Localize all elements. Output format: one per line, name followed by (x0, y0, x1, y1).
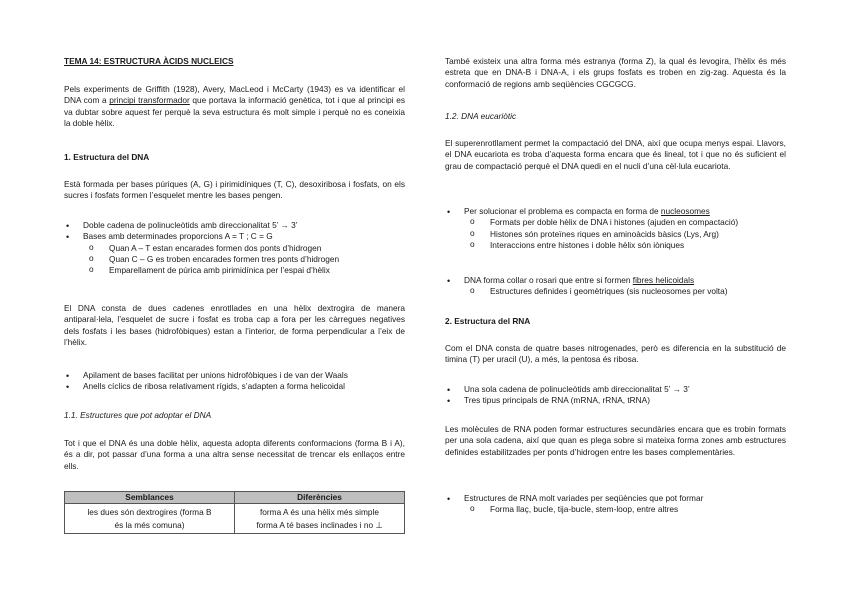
list-item (445, 206, 786, 251)
sub-list-item: o Quan A – T estan encarades formen dos ponts d’hidrogen (87, 243, 405, 254)
sub-list-item: o Forma llaç, bucle, tija-bucle, stem-loop, entre altres (468, 504, 786, 515)
z-form-paragraph: També existeix una altra forma més estranya (forma Z), la qual és levogira, l’hèlix és més estreta que en DNA-B i DNA-A, i els grups fosfats es troben en zig-zag. Aquesta és la conformació de regions amb seqüències CGCGCG. (445, 56, 786, 89)
sub-list-item: o Histones són proteïnes riques en aminoàcids bàsics (Lys, Arg) (468, 229, 786, 240)
subsection-heading-eukaryotic: 1.2. DNA eucariòtic (445, 111, 517, 121)
section-heading-dna: 1. Estructura del DNA (64, 152, 150, 162)
sub-list-item: o Formats per doble hèlix de DNA i histones (ajuden en compactació) (468, 217, 786, 228)
dna-bullet-list (64, 220, 405, 277)
list-item: • Anells cíclics de ribosa relativament rígids, s’adapten a forma helicoidal (64, 381, 405, 392)
list-item-text: Estructures de RNA molt variades per seqüències que pot formar (464, 493, 704, 503)
document-title: TEMA 14: ESTRUCTURA ÀCIDS NUCLEICS (64, 56, 234, 66)
rna-secondary-paragraph: Les molècules de RNA poden formar estructures secundàries encara que es trobin formats per una sola cadena, així que quan es plega sobre si mateixa forma zones amb estructures definides estabilitzades per ponts d’hidrogen entre les bases complementàries. (445, 424, 786, 457)
rna-structure-paragraph: Com el DNA consta de quatre bases nitrogenades, però es diferencia en la substitució de timina (T) per uracil (U), a més, la pentosa és ribosa. (445, 343, 786, 365)
nucleosome-bullet-list (445, 206, 786, 251)
rna-structures-bullet-list (445, 493, 786, 516)
list-item (445, 275, 786, 298)
intro-text-b: que portava la informació genètica, tot i que al principi es va dubtar sobre aquest fer perquè la seva estructura és molt simple i perquè no es coneixia la doble hèlix. (64, 95, 406, 129)
comparison-table (64, 491, 405, 534)
table-header-similarities: Semblances (65, 492, 235, 504)
fibres-sub-list (464, 286, 786, 297)
table-cell-similarities: les dues són dextrogires (forma B és la més comuna) (65, 504, 235, 534)
list-item-text: DNA forma collar o rosari que entre si formen (464, 275, 633, 285)
table-row (65, 504, 405, 534)
section-heading-rna: 2. Estructura del RNA (445, 316, 531, 326)
list-item: • Una sola cadena de polinucleòtids amb direccionalitat 5’ → 3’ (445, 384, 786, 395)
helical-fibres-term: fibres helicoidals (632, 275, 695, 285)
rna-bullet-list (445, 384, 786, 407)
sub-list-item: o Emparellament de púrica amb pirimidínica per l’espai d’hèlix (87, 265, 405, 276)
list-item-text: Per solucionar el problema es compacta en forma de (464, 206, 661, 216)
sub-list-item: o Interaccions entre histones i doble hèlix són iòniques (468, 240, 786, 251)
dna-sub-list (83, 243, 405, 277)
intro-text-a: Pels experiments de Griffith (1928), Avery, MacLeod i McCarty (1943) es va identificar el DNA com a (64, 84, 405, 106)
list-item: • Doble cadena de polinucleòtids amb direccionalitat 5’ → 3’ (64, 220, 405, 231)
list-item: • Apilament de bases facilitat per unions hidrofòbiques i de van der Waals (64, 370, 405, 381)
nucleosomes-term: nucleosomes (660, 206, 710, 216)
double-helix-paragraph: El DNA consta de dues cadenes enrotllades en una hèlix dextrogira de manera antiparal·lela, l’esquelet de sucre i fosfat es troba cap a fora per les càrregues negatives dels fosfats i les bases (hidrofòbiques) estan a l’interior, de forma perpendicular a l’eix de l’hèlix. (64, 303, 405, 348)
stacking-bullet-list (64, 370, 405, 393)
intro-paragraph (64, 84, 405, 129)
list-item (445, 493, 786, 516)
rna-structures-sub-list (464, 504, 786, 515)
subsection-heading-conformations: 1.1. Estructures que pot adoptar el DNA (64, 410, 212, 420)
supercoiling-paragraph: El superenrotllament permet la compactació del DNA, així que ocupa menys espai. Llavors, el DNA eucariota es troba d’aquesta forma encara que és lineal, tot i que no és suficient el grau de compactació perquè el DNA quedi en el nucli d’una cèl·lula eucariota. (445, 138, 786, 171)
table-header-differences: Diferències (235, 492, 405, 504)
intro-link-term: principi transformador (109, 95, 190, 106)
list-item (64, 231, 405, 276)
sub-list-item: o Quan C – G es troben encarades formen tres ponts d’hidrogen (87, 254, 405, 265)
nucleosome-sub-list (464, 217, 786, 251)
dna-structure-paragraph: Està formada per bases púriques (A, G) i pirimidíniques (T, C), desoxiribosa i fosfats, on els sucres i fosfats formen l’esquelet mentre les bases pengen. (64, 179, 405, 201)
sub-list-item: o Estructures definides i geomètriques (sis nucleosomes per volta) (468, 286, 786, 297)
list-item-text: Bases amb determinades proporcions A = T ; C = G (83, 231, 273, 242)
list-item: • Tres tipus principals de RNA (mRNA, rRNA, tRNA) (445, 395, 786, 406)
table-cell-differences: forma A és una hèlix més simple forma A té bases inclinades i no ⊥ (235, 504, 405, 534)
conformations-paragraph: Tot i que el DNA és una doble hèlix, aquesta adopta diferents conformacions (forma B i A), és a dir, pot passar d’una forma a una altra sense necessitat de trencar els enllaços entre ells. (64, 438, 405, 471)
fibres-bullet-list (445, 275, 786, 298)
